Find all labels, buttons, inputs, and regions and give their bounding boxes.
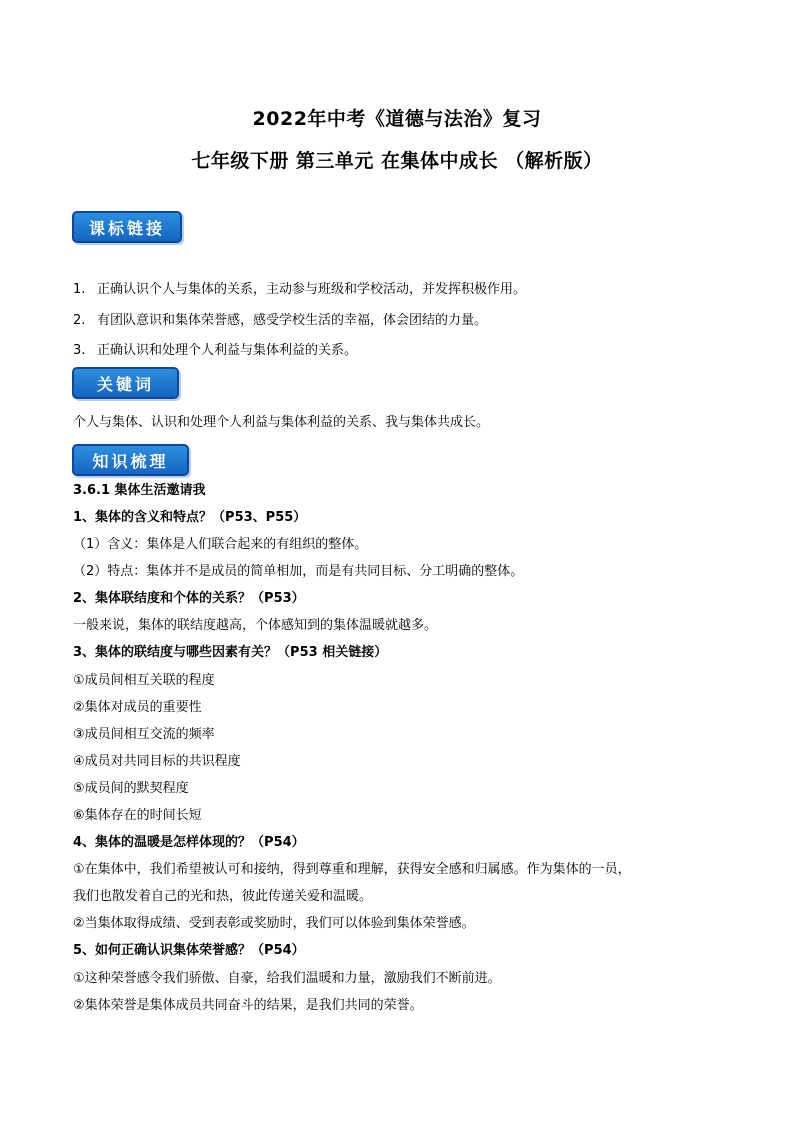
answer-text: ①这种荣誉感令我们骄傲、自豪，给我们温暖和力量，激励我们不断前进。: [73, 971, 501, 986]
knowledge-badge: 知识梳理: [72, 444, 189, 476]
list-item: ③成员间相互交流的频率: [73, 727, 215, 742]
question-heading: 4、集体的温暖是怎样体现的？（P54）: [73, 835, 305, 850]
list-item: ⑥集体存在的时间长短: [73, 808, 202, 823]
answer-text: ②集体荣誉是集体成员共同奋斗的结果，是我们共同的荣誉。: [73, 998, 423, 1013]
list-item: ①成员间相互关联的程度: [73, 673, 215, 688]
list-item: ④成员对共同目标的共识程度: [73, 754, 241, 769]
keywords-text: 个人与集体、认识和处理个人利益与集体利益的关系、我与集体共成长。: [73, 415, 490, 430]
list-item: ②集体对成员的重要性: [73, 700, 202, 715]
item-text: 正确认识个人与集体的关系，主动参与班级和学校活动，并发挥积极作用。: [97, 282, 527, 297]
answer-text: （2）特点：集体并不是成员的简单相加，而是有共同目标、分工明确的整体。: [73, 564, 524, 579]
item-text: 有团队意识和集体荣誉感，感受学校生活的幸福，体会团结的力量。: [97, 313, 488, 328]
curriculum-badge: 课标链接: [72, 211, 182, 243]
curriculum-item: [73, 342, 357, 360]
answer-text: ②当集体取得成绩、受到表彰或奖励时，我们可以体验到集体荣誉感。: [73, 916, 475, 931]
answer-text: 我们也散发着自己的光和热，彼此传递关爱和温暖。: [73, 889, 373, 904]
answer-text: （1）含义：集体是人们联合起来的有组织的整体。: [73, 537, 368, 552]
item-number: 3.: [73, 343, 86, 358]
answer-text: ①在集体中，我们希望被认可和接纳，得到尊重和理解，获得安全感和归属感。作为集体的一员，: [73, 862, 631, 877]
list-item: ⑤成员间的默契程度: [73, 781, 189, 796]
section-heading: 3.6.1 集体生活邀请我: [73, 483, 206, 498]
document-title: 2022年中考《道德与法治》复习: [252, 108, 542, 130]
answer-text: 一般来说，集体的联结度越高，个体感知到的集体温暖就越多。: [73, 618, 438, 633]
document-subtitle: 七年级下册 第三单元 在集体中成长 （解析版）: [191, 150, 603, 172]
question-heading: 1、集体的含义和特点？（P53、P55）: [73, 510, 307, 525]
item-number: 1.: [73, 282, 86, 297]
question-heading: 2、集体联结度和个体的关系？（P53）: [73, 591, 305, 606]
curriculum-item: [73, 312, 487, 330]
item-number: 2.: [73, 313, 86, 328]
keywords-badge: 关键词: [72, 367, 179, 399]
curriculum-item: [73, 281, 526, 299]
item-text: 正确认识和处理个人利益与集体利益的关系。: [97, 343, 358, 358]
question-heading: 3、集体的联结度与哪些因素有关？（P53 相关链接）: [73, 645, 388, 660]
question-heading: 5、如何正确认识集体荣誉感？（P54）: [73, 943, 305, 958]
